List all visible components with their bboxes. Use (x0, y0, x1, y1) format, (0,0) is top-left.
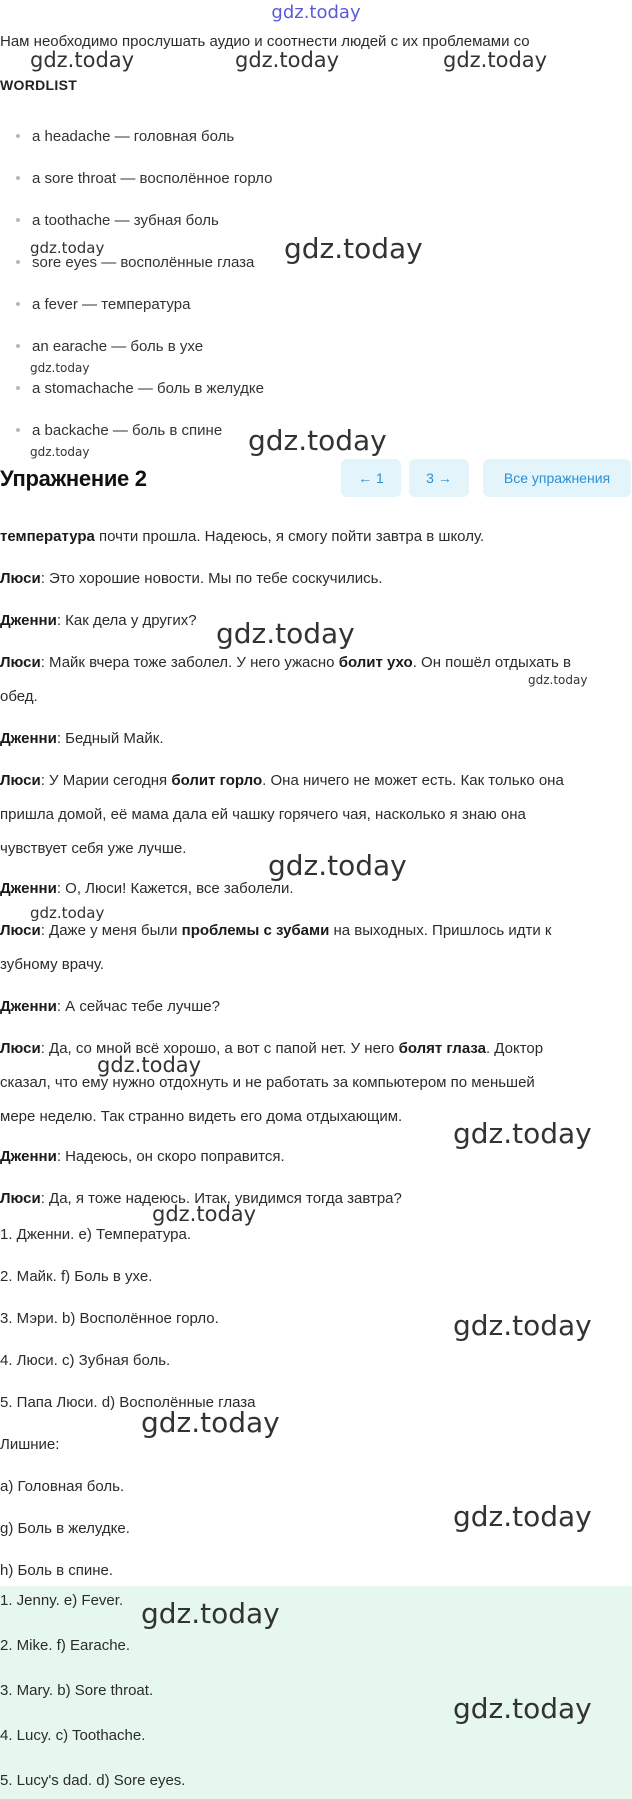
prev-exercise-button[interactable]: ← 1 (341, 459, 401, 497)
watermark: gdz.today (97, 1053, 202, 1077)
watermark: gdz.today (443, 48, 548, 72)
dialogue-line: чувствует себя уже лучше. (0, 840, 187, 857)
watermark: gdz.today (141, 1597, 280, 1630)
dialogue-line: Дженни: А сейчас тебе лучше? (0, 998, 220, 1015)
watermark: gdz.today (30, 904, 105, 922)
answer-line-en: 4. Lucy. c) Toothache. (0, 1727, 146, 1744)
exercise-title: Упражнение 2 (0, 466, 147, 491)
answer-line-en: 3. Mary. b) Sore throat. (0, 1682, 154, 1699)
dialogue-line: температура почти прошла. Надеюсь, я смогу пойти завтра в школу. (0, 528, 485, 545)
top-watermark: gdz.today (271, 2, 361, 23)
dialogue-line: Дженни: О, Люси! Кажется, все заболели. (0, 880, 294, 897)
watermark: gdz.today (30, 445, 90, 459)
bullet-icon (16, 344, 20, 348)
answer-line: h) Боль в спине. (0, 1562, 114, 1579)
dialogue-line: сказал, что ему нужно отдохнуть и не работать за компьютером по меньшей (0, 1074, 535, 1091)
dialogue-line: пришла домой, её мама дала ей чашку горячего чая, насколько я знаю она (0, 806, 526, 823)
answer-line: 5. Папа Люси. d) Восполённые глаза (0, 1394, 256, 1411)
wordlist-item: a stomachache — боль в желудке (16, 380, 264, 397)
wordlist-item: sore eyes — восполённые глаза (16, 254, 254, 271)
wordlist-item: a sore throat — восполённое горло (16, 170, 272, 187)
dialogue-line: Дженни: Бедный Майк. (0, 730, 164, 747)
answer-line: 1. Дженни. e) Температура. (0, 1226, 192, 1243)
wordlist-item: a headache — головная боль (16, 128, 234, 145)
wordlist-item: an earache — боль в ухе (16, 338, 203, 355)
bullet-icon (16, 218, 20, 222)
watermark: gdz.today (235, 48, 340, 72)
watermark: gdz.today (30, 48, 135, 72)
watermark: gdz.today (141, 1406, 280, 1439)
wordlist-item: a toothache — зубная боль (16, 212, 219, 229)
bullet-icon (16, 260, 20, 264)
bullet-icon (16, 176, 20, 180)
intro-text: Нам необходимо прослушать аудио и соотнести людей с их проблемами со (0, 33, 530, 50)
dialogue-line: Люси: У Марии сегодня болит горло. Она ничего не может есть. Как только она (0, 772, 564, 789)
watermark: gdz.today (453, 1692, 592, 1725)
dialogue-line: Люси: Да, со мной всё хорошо, а вот с папой нет. У него болят глаза. Доктор (0, 1040, 544, 1057)
bullet-icon (16, 302, 20, 306)
bullet-icon (16, 134, 20, 138)
answer-line-en: 2. Mike. f) Earache. (0, 1637, 131, 1654)
dialogue-line: Дженни: Как дела у других? (0, 612, 197, 629)
dialogue-line: Люси: Майк вчера тоже заболел. У него ужасно болит ухо. Он пошёл отдыхать в (0, 654, 571, 671)
watermark: gdz.today (248, 424, 387, 457)
answer-line: 3. Мэри. b) Восполённое горло. (0, 1310, 219, 1327)
wordlist-item: a fever — температура (16, 296, 190, 313)
dialogue-line: мере неделю. Так странно видеть его дома отдыхающим. (0, 1108, 403, 1125)
watermark: gdz.today (453, 1117, 592, 1150)
watermark: gdz.today (30, 361, 90, 375)
answer-line: 4. Люси. c) Зубная боль. (0, 1352, 171, 1369)
dialogue-line: обед. (0, 688, 38, 705)
watermark: gdz.today (453, 1309, 592, 1342)
watermark: gdz.today (528, 673, 588, 687)
all-exercises-button[interactable]: Все упражнения (483, 459, 631, 497)
answer-line: g) Боль в желудке. (0, 1520, 130, 1537)
watermark: gdz.today (216, 617, 355, 650)
answer-line-en: 5. Lucy's dad. d) Sore eyes. (0, 1772, 186, 1789)
answer-line: a) Головная боль. (0, 1478, 125, 1495)
answer-line-en: 1. Jenny. e) Fever. (0, 1592, 124, 1609)
watermark: gdz.today (268, 849, 407, 882)
extra-label: Лишние: (0, 1436, 60, 1453)
dialogue-line: Люси: Даже у меня были проблемы с зубами на выходных. Пришлось идти к (0, 922, 552, 939)
wordlist-item: a backache — боль в спине (16, 422, 222, 439)
watermark: gdz.today (152, 1202, 257, 1226)
next-exercise-button[interactable]: 3 → (409, 459, 469, 497)
bullet-icon (16, 386, 20, 390)
watermark: gdz.today (453, 1500, 592, 1533)
dialogue-line: зубному врачу. (0, 956, 105, 973)
dialogue-line: Люси: Это хорошие новости. Мы по тебе соскучились. (0, 570, 383, 587)
wordlist-title: WORDLIST (0, 77, 78, 93)
dialogue-line: Дженни: Надеюсь, он скоро поправится. (0, 1148, 285, 1165)
dialogue-line: Люси: Да, я тоже надеюсь. Итак, увидимся тогда завтра? (0, 1190, 402, 1207)
bullet-icon (16, 428, 20, 432)
watermark: gdz.today (284, 232, 423, 265)
watermark: gdz.today (30, 239, 105, 257)
answer-line: 2. Майк. f) Боль в ухе. (0, 1268, 153, 1285)
